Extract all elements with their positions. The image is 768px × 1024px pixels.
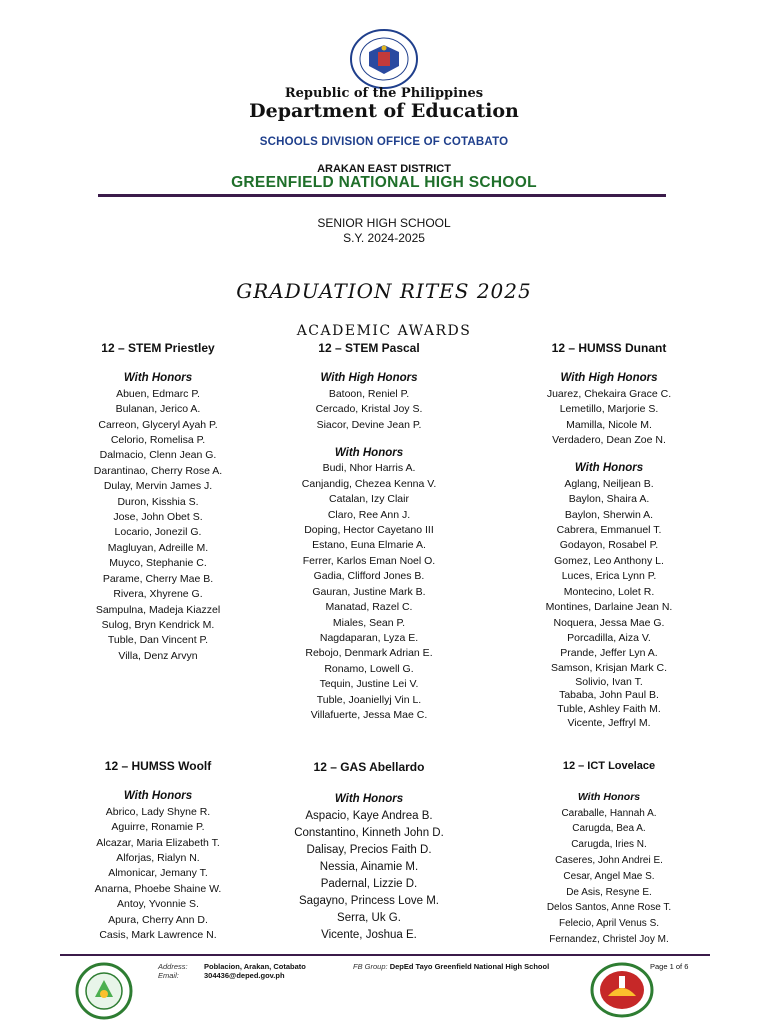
email-value: 304436@deped.gov.ph <box>204 971 285 980</box>
list-item: Budi, Nhor Harris A. <box>322 462 416 475</box>
list-item: De Asis, Resyne E. <box>566 886 652 898</box>
list-item: Magluyan, Adreille M. <box>107 541 209 554</box>
list-item: Catalan, Izy Clair <box>329 493 409 506</box>
fb-label: FB Group: <box>353 962 388 971</box>
list-item: Tuble, Joaniellyj Vin L. <box>316 693 422 706</box>
list-item: Padernal, Lizzie D. <box>320 878 418 890</box>
district-line: ARAKAN EAST DISTRICT <box>317 163 451 175</box>
section-heading: 12 – STEM Priestley <box>101 341 215 355</box>
list-item: Felecio, April Venus S. <box>558 918 660 930</box>
honor-list <box>53 387 263 664</box>
school-seal-logo <box>75 962 133 1020</box>
honor-list <box>53 805 263 944</box>
list-item: Jose, John Obet S. <box>113 511 203 524</box>
list-item: Sagayno, Princess Love M. <box>299 895 439 907</box>
list-item: Tequin, Justine Lei V. <box>319 678 419 691</box>
honor-list <box>264 808 474 944</box>
list-item: Prande, Jeffer Lyn A. <box>560 647 658 660</box>
school-year: S.Y. 2024-2025 <box>343 231 425 245</box>
list-item: Antoy, Yvonnie S. <box>117 898 199 911</box>
address-value: Poblacion, Arakan, Cotabato <box>204 962 306 971</box>
list-item: Anarna, Phoebe Shaine W. <box>94 882 222 895</box>
page-number: Page 1 of 6 <box>650 962 689 971</box>
list-item: Solivio, Ivan T. <box>575 675 643 688</box>
list-item: Baylon, Shaira A. <box>568 493 650 506</box>
list-item: Baylon, Sherwin A. <box>564 508 654 521</box>
award-label: With Honors <box>574 462 644 475</box>
award-label: With High Honors <box>560 372 658 385</box>
list-item: Gauran, Justine Mark B. <box>312 585 426 598</box>
list-item: Vicente, Joshua E. <box>321 929 417 941</box>
list-item: Estano, Euna Elmarie A. <box>312 539 426 552</box>
list-item: Dalmacio, Clenn Jean G. <box>99 449 217 462</box>
footer-labels <box>158 962 188 980</box>
honor-list <box>504 806 714 948</box>
fb-group <box>353 962 549 971</box>
department-line: Department of Education <box>249 100 519 122</box>
list-item: Porcadilla, Aiza V. <box>567 631 651 644</box>
list-item: Noquera, Jessa Mae G. <box>553 616 665 629</box>
fb-value: DepEd Tayo Greenfield National High School <box>389 962 550 971</box>
list-item: Nessia, Ainamie M. <box>319 861 419 873</box>
list-item: Fernandez, Christel Joy M. <box>549 933 669 945</box>
award-label: With Honors <box>123 372 193 385</box>
list-item: Alforjas, Rialyn N. <box>116 852 200 865</box>
award-label: With Honors <box>123 790 193 803</box>
list-item: Tuble, Dan Vincent P. <box>107 634 209 647</box>
list-item: Claro, Ree Ann J. <box>327 508 411 521</box>
deped-tayo-logo <box>590 962 654 1018</box>
list-item: Ferrer, Karlos Eman Noel O. <box>302 554 436 567</box>
list-item: Tuble, Ashley Faith M. <box>557 703 661 716</box>
honor-list <box>504 477 714 731</box>
list-item: Canjandig, Chezea Kenna V. <box>301 477 437 490</box>
list-item: Miales, Sean P. <box>332 616 406 629</box>
list-item: Rivera, Xhyrene G. <box>113 588 203 601</box>
list-item: Manatad, Razel C. <box>325 601 413 614</box>
section-heading: 12 – HUMSS Dunant <box>551 341 667 355</box>
republic-line: Republic of the Philippines <box>284 86 484 101</box>
list-item: Vicente, Jeffryl M. <box>567 716 651 729</box>
list-item: Apura, Cherry Ann D. <box>108 913 208 926</box>
award-label: With Honors <box>334 447 404 460</box>
list-item: Tababa, John Paul B. <box>559 689 659 702</box>
list-item: Delos Santos, Anne Rose T. <box>546 902 672 914</box>
list-item: Locario, Jonezil G. <box>114 526 202 539</box>
list-item: Verdadero, Dean Zoe N. <box>552 434 666 447</box>
list-item: Mamilla, Nicole M. <box>566 418 652 431</box>
list-item: Cesar, Angel Mae S. <box>563 870 655 882</box>
list-item: Muyco, Stephanie C. <box>109 557 207 570</box>
list-item: Gadia, Clifford Jones B. <box>313 570 425 583</box>
list-item: Siacor, Devine Jean P. <box>316 418 422 431</box>
list-item: Luces, Erica Lynn P. <box>561 570 657 583</box>
list-item: Constantino, Kinneth John D. <box>294 827 444 839</box>
list-item: Godayon, Rosabel P. <box>559 539 659 552</box>
list-item: Alcazar, Maria Elizabeth T. <box>96 836 220 849</box>
section-heading: 12 – HUMSS Woolf <box>104 759 212 773</box>
list-item: Dalisay, Precios Faith D. <box>306 844 432 856</box>
list-item: Serra, Uk G. <box>337 912 401 924</box>
list-item: Darantinao, Cherry Rose A. <box>93 464 223 477</box>
list-item: Abuen, Edmarc P. <box>116 387 200 400</box>
level-line: SENIOR HIGH SCHOOL <box>317 216 451 230</box>
section-heading: 12 – GAS Abellardo <box>313 760 425 774</box>
list-item: Caraballe, Hannah A. <box>561 807 657 819</box>
award-label: With Honors <box>577 790 641 803</box>
list-item: Juarez, Chekaira Grace C. <box>546 387 672 400</box>
list-item: Celorio, Romelisa P. <box>110 434 206 447</box>
award-label: With High Honors <box>320 372 418 385</box>
list-item: Carreon, Glyceryl Ayah P. <box>98 418 218 431</box>
footer-divider <box>60 954 710 956</box>
award-label: With Honors <box>334 793 404 805</box>
section-heading: 12 – ICT Lovelace <box>562 760 656 772</box>
section-stem-priestley <box>53 341 263 664</box>
footer-values <box>204 962 306 980</box>
list-item: Villafuerte, Jessa Mae C. <box>310 708 428 721</box>
list-item: Montines, Darlaine Jean N. <box>545 601 673 614</box>
list-item: Dulay, Mervin James J. <box>103 480 213 493</box>
section-stem-pascal <box>264 341 474 723</box>
list-item: Almonicar, Jemany T. <box>108 867 208 880</box>
section-ict-lovelace <box>504 759 714 948</box>
list-item: Nagdaparan, Lyza E. <box>319 631 419 644</box>
page-subtitle: ACADEMIC AWARDS <box>296 323 472 339</box>
list-item: Duron, Kisshia S. <box>117 495 199 508</box>
list-item: Carugda, Iries N. <box>571 839 647 851</box>
address-label: Address: <box>158 962 188 971</box>
list-item: Villa, Denz Arvyn <box>118 649 198 662</box>
list-item: Sampulna, Madeja Kiazzel <box>95 603 221 616</box>
list-item: Batoon, Reniel P. <box>328 387 410 400</box>
page-title: GRADUATION RITES 2025 <box>236 279 532 303</box>
list-item: Doping, Hector Cayetano III <box>304 524 434 537</box>
list-item: Montecino, Lolet R. <box>563 585 655 598</box>
list-item: Lemetillo, Marjorie S. <box>559 403 659 416</box>
high-honor-list <box>264 387 474 433</box>
list-item: Ronamo, Lowell G. <box>324 662 414 675</box>
list-item: Aguirre, Ronamie P. <box>111 821 205 834</box>
honor-list <box>264 461 474 723</box>
section-humss-dunant <box>504 341 714 731</box>
high-honor-list <box>504 387 714 449</box>
list-item: Cercado, Kristal Joy S. <box>315 403 423 416</box>
email-label: Email: <box>158 971 179 980</box>
header-divider <box>98 194 666 197</box>
list-item: Aspacio, Kaye Andrea B. <box>305 810 433 822</box>
list-item: Bulanan, Jerico A. <box>115 403 201 416</box>
deped-seal-logo <box>347 28 421 90</box>
list-item: Rebojo, Denmark Adrian E. <box>305 647 433 660</box>
section-humss-woolf <box>53 759 263 943</box>
section-gas-abellardo <box>264 759 474 944</box>
list-item: Gomez, Leo Anthony L. <box>554 554 664 567</box>
list-item: Aglang, Neiljean B. <box>564 477 654 490</box>
list-item: Abrico, Lady Shyne R. <box>105 805 211 818</box>
division-line: SCHOOLS DIVISION OFFICE OF COTABATO <box>259 136 509 148</box>
list-item: Sulog, Bryn Kendrick M. <box>101 618 215 631</box>
list-item: Parame, Cherry Mae B. <box>102 572 214 585</box>
list-item: Casis, Mark Lawrence N. <box>99 929 217 942</box>
school-name: GREENFIELD NATIONAL HIGH SCHOOL <box>231 174 537 191</box>
section-heading: 12 – STEM Pascal <box>318 341 420 355</box>
list-item: Samson, Krisjan Mark C. <box>550 661 668 674</box>
list-item: Carugda, Bea A. <box>572 823 646 835</box>
list-item: Caseres, John Andrei E. <box>555 854 663 866</box>
list-item: Cabrera, Emmanuel T. <box>556 524 662 537</box>
